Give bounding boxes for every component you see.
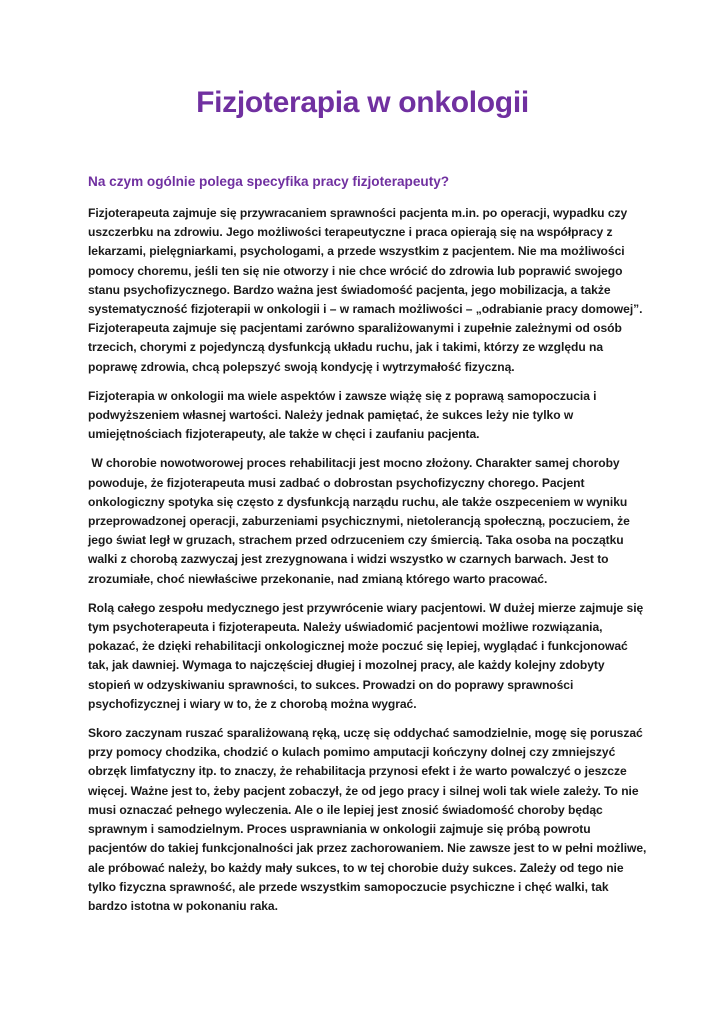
- paragraph-3: W chorobie nowotworowej proces rehabilitacji jest mocno złożony. Charakter samej choroby powoduje, że fizjoterapeuta musi zadbać o dobrostan psychofizyczny chorego. Pacjent onkologiczny spotyka się często z dysfunkcją narządu ruchu, ale także oszpeceniem w wyniku przeprowadzonej operacji, zaburzeniami psychicznymi, nietolerancją społeczną, poczuciem, że jego świat legł w gruzach, strachem przed odrzuceniem czy śmiercią. Taka osoba na początku walki z chorobą zazwyczaj jest zrezygnowana i widzi wszystko w czarnych barwach. Jest to zrozumiałe, choć niewłaściwe przekonanie, nad zmianą którego warto pracować.: [88, 456, 634, 586]
- document-body: [88, 204, 648, 926]
- paragraph-5: Skoro zaczynam ruszać sparaliżowaną ręką, uczę się oddychać samodzielnie, mogę się poruszać przy pomocy chodzika, chodzić o kulach pomimo amputacji kończyny dolnej czy zmniejszyć obrzęk limfatyczny itp. to znaczy, że rehabilitacja przynosi efekt i że warto powalczyć o jeszcze więcej. Ważne jest to, żeby pacjent zobaczył, że od jego pracy i silnej woli tak wiele zależy. To nie musi oznaczać pełnego wyleczenia. Ale o ile lepiej jest znosić świadomość choroby będąc sprawnym i samodzielnym. Proces usprawniania w onkologii zajmuje się próbą powrotu pacjentów do takiej funkcjonalności jak przez zachorowaniem. Nie zawsze jest to w pełni możliwe, ale próbować należy, bo każdy mały sukces, to w tej chorobie duży sukces. Zależy od tego nie tylko fizyczna sprawność, ale przede wszystkim samopoczucie psychiczne i chęć walki, tak bardzo istotna w pokonaniu raka.: [88, 726, 647, 913]
- document-title: Fizjoterapia w onkologii: [196, 86, 529, 119]
- paragraph-2: Fizjoterapia w onkologii ma wiele aspektów i zawsze wiążę się z poprawą samopoczucia i podwyższeniem własnej wartości. Należy jednak pamiętać, że sukces leży nie tylko w umiejętnościach fizjoterapeuty, ale także w chęci i zaufaniu pacjenta.: [88, 388, 597, 442]
- paragraph-4: Rolą całego zespołu medycznego jest przywrócenie wiary pacjentowi. W dużej mierze zajmuje się tym psychoterapeuta i fizjoterapeuta. Należy uświadomić pacjentowi możliwe rozwiązania, pokazać, że dzięki rehabilitacji onkologicznej może poczuć się lepiej, wyglądać i funkcjonować tak, jak dawniej. Wymaga to najczęściej długiej i mozolnej pracy, ale każdy kolejny zdobyty stopień w odzyskiwaniu sprawności, to sukces. Prowadzi on do poprawy sprawności psychofizycznej i wiary w to, że z chorobą można wygrać.: [88, 600, 644, 711]
- section-heading: Na czym ogólnie polega specyfika pracy fizjoterapeuty?: [88, 174, 450, 189]
- paragraph-1: Fizjoterapeuta zajmuje się przywracaniem sprawności pacjenta m.in. po operacji, wypadku czy uszczerbku na zdrowiu. Jego możliwości terapeutyczne i praca opierają się na współpracy z lekarzami, pielęgniarkami, psychologami, a przede wszystkim z pacjentem. Nie ma możliwości pomocy choremu, jeśli ten się nie otworzy i nie chce wrócić do zdrowia lub poprawić swojego stanu psychofizycznego. Bardzo ważna jest świadomość pacjenta, jego mobilizacja, a także systematyczność fizjoterapii w onkologii i – w ramach możliwości – „odrabianie pracy domowej”. Fizjoterapeuta zajmuje się pacjentami zarówno sparaliżowanymi i zupełnie zależnymi od osób trzecich, chorymi z pojedynczą dysfunkcją układu ruchu, jak i takimi, którzy ze względu na poprawę zdrowia, chcą polepszyć swoją kondycję i wytrzymałość fizyczną.: [88, 206, 643, 374]
